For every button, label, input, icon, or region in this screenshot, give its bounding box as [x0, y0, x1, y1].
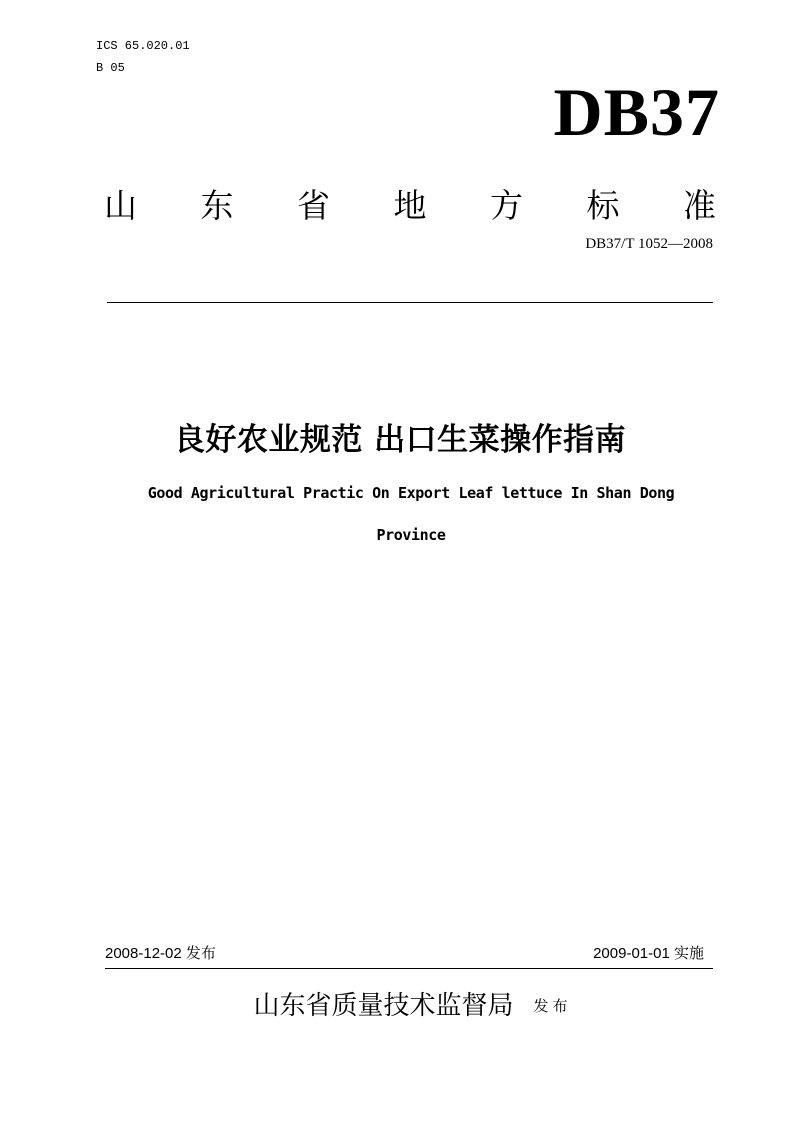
standard-type-char: 方 [490, 186, 523, 225]
classification-code: B 05 [96, 61, 125, 75]
title-english-line2: Province [376, 526, 446, 544]
standard-type-char: 地 [393, 186, 427, 225]
issuer-suffix: 发布 [533, 997, 572, 1015]
ics-code: ICS 65.020.01 [96, 39, 190, 53]
implementation-date: 2009-01-01 实施 [593, 945, 704, 962]
standard-type-char: 东 [200, 186, 234, 225]
standard-type-char: 山 [104, 186, 137, 225]
standard-type-char: 准 [683, 186, 716, 225]
title-english-line1: Good Agricultural Practic On Export Leaf lettuce In Shan Dong [147, 484, 675, 502]
standard-type-char: 省 [297, 186, 330, 225]
issuer-name: 山东省质量技术监督局 [253, 991, 514, 1021]
issue-date: 2008-12-02 发布 [105, 945, 216, 962]
issuer-line [0, 986, 800, 1026]
bottom-divider [105, 968, 713, 969]
standard-type [104, 184, 716, 228]
standard-number: DB37/T 1052—2008 [585, 236, 713, 252]
title-chinese: 良好农业规范 出口生菜操作指南 [173, 422, 627, 458]
db-mark: DB37 [553, 74, 720, 150]
top-divider [107, 302, 713, 303]
standard-type-char: 标 [586, 186, 620, 225]
